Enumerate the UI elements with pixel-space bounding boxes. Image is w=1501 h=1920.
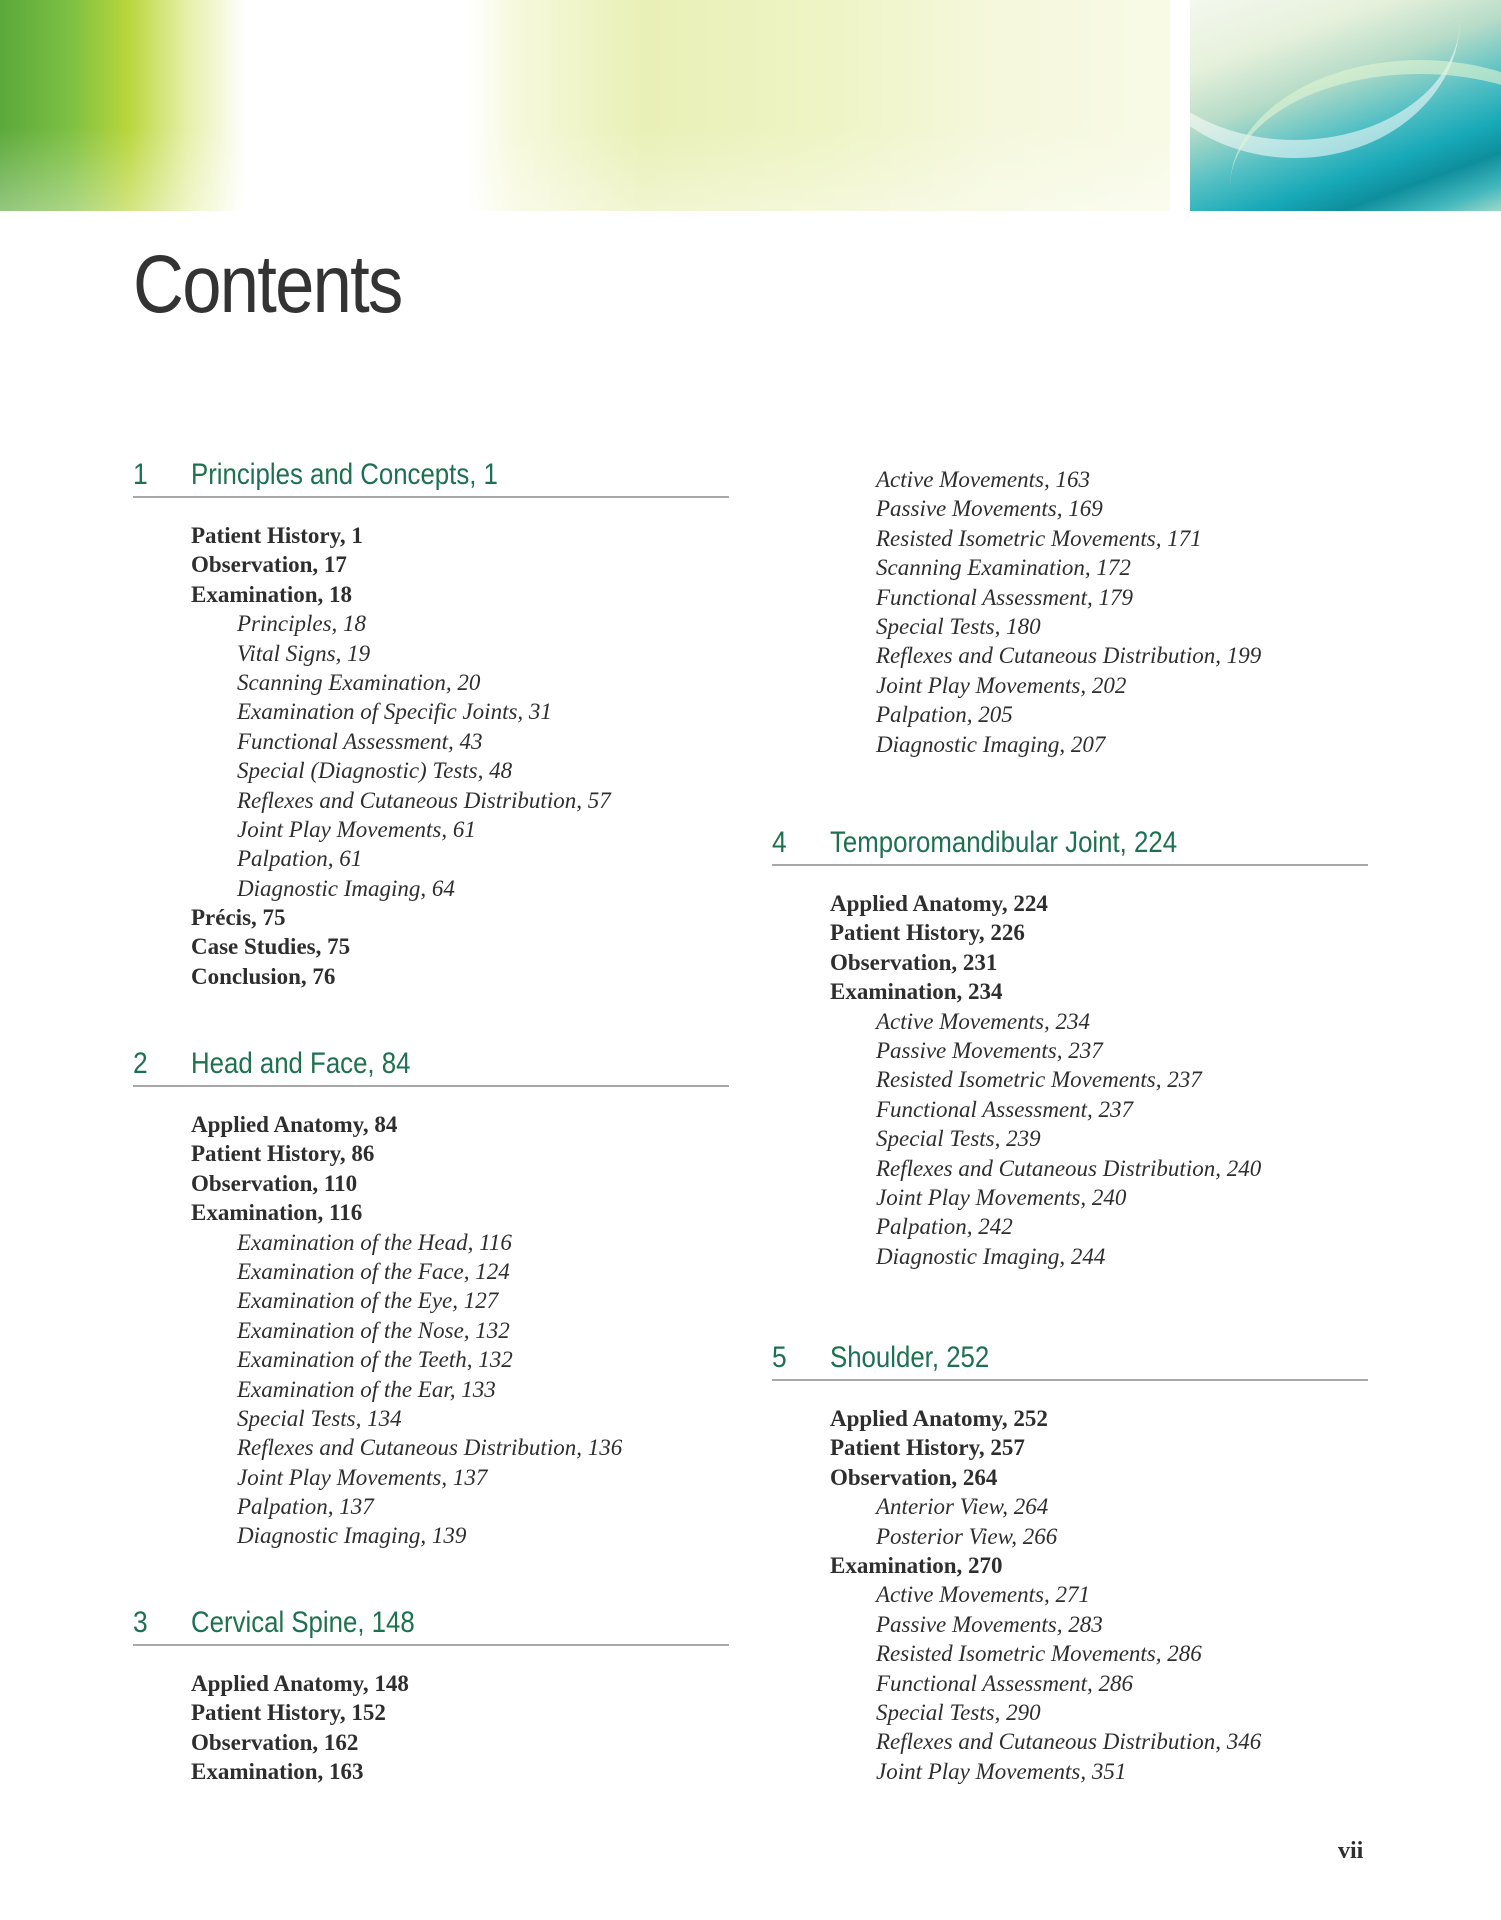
toc-subsection-entry[interactable]: Joint Play Movements, 240 [876, 1184, 1127, 1210]
toc-section-entry[interactable]: Examination, 163 [191, 1759, 364, 1785]
toc-subsection-entry[interactable]: Palpation, 242 [876, 1214, 1013, 1240]
toc-subsection-entry[interactable]: Principles, 18 [237, 611, 367, 637]
toc-section-entry[interactable]: Observation, 162 [191, 1729, 359, 1755]
toc-section-entry[interactable]: Observation, 264 [830, 1464, 998, 1490]
chapter-4 [772, 824, 1368, 1271]
chapter-entries [133, 1669, 729, 1787]
toc-section-entry[interactable]: Observation, 110 [191, 1170, 358, 1196]
chapter-heading[interactable] [133, 1604, 729, 1646]
toc-subsection-entry[interactable]: Examination of the Ear, 133 [237, 1376, 496, 1402]
chapter-number: 3 [133, 1606, 148, 1639]
chapter-1 [133, 456, 729, 991]
toc-subsection-entry[interactable]: Examination of the Face, 124 [237, 1258, 510, 1284]
toc-section-entry[interactable]: Patient History, 257 [830, 1435, 1025, 1461]
chapter-entries [772, 465, 1368, 759]
toc-subsection-entry[interactable]: Examination of the Eye, 127 [237, 1288, 499, 1314]
chapter-entries [772, 1404, 1368, 1786]
toc-section-entry[interactable]: Applied Anatomy, 148 [191, 1671, 409, 1696]
toc-subsection-entry[interactable]: Reflexes and Cutaneous Distribution, 346 [876, 1729, 1262, 1755]
toc-subsection-entry[interactable]: Functional Assessment, 179 [876, 584, 1134, 610]
toc-subsection-entry[interactable]: Functional Assessment, 286 [876, 1670, 1134, 1696]
chapter-entries [772, 889, 1368, 1271]
toc-subsection-entry[interactable]: Diagnostic Imaging, 244 [876, 1243, 1106, 1269]
chapter-entries [133, 1110, 729, 1551]
toc-subsection-entry[interactable]: Functional Assessment, 237 [876, 1096, 1134, 1122]
toc-subsection-entry[interactable]: Palpation, 61 [237, 846, 363, 872]
chapter-title: Head and Face, 84 [191, 1047, 411, 1080]
toc-subsection-entry[interactable]: Special Tests, 290 [876, 1699, 1041, 1725]
toc-subsection-entry[interactable]: Active Movements, 234 [876, 1008, 1090, 1034]
chapter-heading[interactable] [133, 1045, 729, 1087]
toc-subsection-entry[interactable]: Examination of the Teeth, 132 [237, 1347, 513, 1373]
toc-section-entry[interactable]: Examination, 270 [830, 1552, 1003, 1578]
toc-section-entry[interactable]: Précis, 75 [191, 905, 286, 931]
toc-subsection-entry[interactable]: Scanning Examination, 172 [876, 555, 1131, 581]
toc-subsection-entry[interactable]: Examination of the Head, 116 [237, 1229, 512, 1255]
toc-subsection-entry[interactable]: Functional Assessment, 43 [237, 728, 483, 754]
toc-subsection-entry[interactable]: Diagnostic Imaging, 139 [237, 1523, 467, 1549]
toc-subsection-entry[interactable]: Reflexes and Cutaneous Distribution, 199 [876, 643, 1262, 669]
chapter-title: Shoulder, 252 [830, 1341, 990, 1374]
chapter-entries [133, 521, 729, 991]
toc-section-entry[interactable]: Patient History, 86 [191, 1141, 375, 1167]
toc-subsection-entry[interactable]: Diagnostic Imaging, 64 [237, 875, 455, 901]
toc-subsection-entry[interactable]: Palpation, 205 [876, 702, 1013, 728]
toc-subsection-entry[interactable]: Resisted Isometric Movements, 237 [876, 1067, 1202, 1093]
chapter-3 [133, 1604, 729, 1787]
toc-subsection-entry[interactable]: Palpation, 137 [237, 1494, 374, 1520]
toc-subsection-entry[interactable]: Reflexes and Cutaneous Distribution, 240 [876, 1155, 1262, 1181]
chapter-title: Temporomandibular Joint, 224 [830, 826, 1178, 859]
page-title: Contents [133, 239, 402, 330]
chapter-number: 1 [133, 458, 148, 491]
chapter-heading[interactable] [772, 1339, 1368, 1381]
toc-subsection-entry[interactable]: Special Tests, 239 [876, 1126, 1041, 1152]
toc-subsection-entry[interactable]: Joint Play Movements, 137 [237, 1464, 488, 1490]
toc-subsection-entry[interactable]: Reflexes and Cutaneous Distribution, 57 [237, 787, 611, 813]
banner-image-right [1190, 0, 1501, 211]
chapter-5 [772, 1339, 1368, 1786]
chapter-title: Cervical Spine, 148 [191, 1606, 415, 1639]
toc-subsection-entry[interactable]: Special Tests, 180 [876, 613, 1041, 639]
toc-subsection-entry[interactable]: Special (Diagnostic) Tests, 48 [237, 758, 513, 784]
chapter-2 [133, 1045, 729, 1551]
toc-section-entry[interactable]: Patient History, 226 [830, 920, 1025, 946]
toc-section-entry[interactable]: Examination, 18 [191, 581, 353, 607]
toc-section-entry[interactable]: Case Studies, 75 [191, 934, 351, 960]
toc-subsection-entry[interactable]: Joint Play Movements, 351 [876, 1758, 1127, 1784]
toc-subsection-entry[interactable]: Resisted Isometric Movements, 286 [876, 1641, 1202, 1667]
toc-subsection-entry[interactable]: Active Movements, 163 [876, 467, 1090, 492]
toc-section-entry[interactable]: Applied Anatomy, 224 [830, 891, 1048, 916]
toc-subsection-entry[interactable]: Examination of the Nose, 132 [237, 1317, 510, 1343]
toc-section-entry[interactable]: Applied Anatomy, 252 [830, 1406, 1048, 1431]
toc-subsection-entry[interactable]: Active Movements, 271 [876, 1582, 1090, 1608]
toc-subsection-entry[interactable]: Diagnostic Imaging, 207 [876, 731, 1106, 757]
toc-section-entry[interactable]: Applied Anatomy, 84 [191, 1112, 398, 1137]
toc-subsection-entry[interactable]: Scanning Examination, 20 [237, 669, 481, 695]
toc-subsection-entry[interactable]: Vital Signs, 19 [237, 640, 371, 666]
toc-subsection-entry[interactable]: Passive Movements, 169 [876, 496, 1103, 522]
toc-section-entry[interactable]: Patient History, 152 [191, 1700, 386, 1726]
toc-subsection-entry[interactable]: Posterior View, 266 [876, 1523, 1058, 1549]
toc-subsection-entry[interactable]: Passive Movements, 283 [876, 1611, 1103, 1637]
chapter-title: Principles and Concepts, 1 [191, 458, 498, 491]
toc-subsection-entry[interactable]: Reflexes and Cutaneous Distribution, 136 [237, 1435, 623, 1461]
toc-subsection-entry[interactable]: Joint Play Movements, 202 [876, 672, 1127, 698]
toc-subsection-entry[interactable]: Special Tests, 134 [237, 1405, 402, 1431]
chapter-number: 5 [772, 1341, 787, 1374]
chapter-heading[interactable] [772, 824, 1368, 866]
page-number: vii [1338, 1838, 1364, 1864]
chapter-heading[interactable] [133, 456, 729, 498]
toc-subsection-entry[interactable]: Joint Play Movements, 61 [237, 816, 476, 842]
toc-subsection-entry[interactable]: Anterior View, 264 [876, 1494, 1049, 1520]
toc-section-entry[interactable]: Conclusion, 76 [191, 963, 336, 989]
banner-image-left [0, 0, 1170, 211]
toc-section-entry[interactable]: Examination, 116 [191, 1200, 363, 1226]
toc-subsection-entry[interactable]: Passive Movements, 237 [876, 1037, 1103, 1063]
toc-section-entry[interactable]: Examination, 234 [830, 979, 1003, 1005]
chapter-number: 2 [133, 1047, 148, 1080]
toc-subsection-entry[interactable]: Resisted Isometric Movements, 171 [876, 525, 1202, 551]
toc-section-entry[interactable]: Patient History, 1 [191, 523, 363, 548]
toc-section-entry[interactable]: Observation, 231 [830, 949, 998, 975]
header-banner [0, 0, 1501, 211]
chapter-3-continued [772, 465, 1368, 759]
chapter-number: 4 [772, 826, 787, 859]
toc-section-entry[interactable]: Observation, 17 [191, 552, 347, 578]
toc-subsection-entry[interactable]: Examination of Specific Joints, 31 [237, 699, 552, 725]
